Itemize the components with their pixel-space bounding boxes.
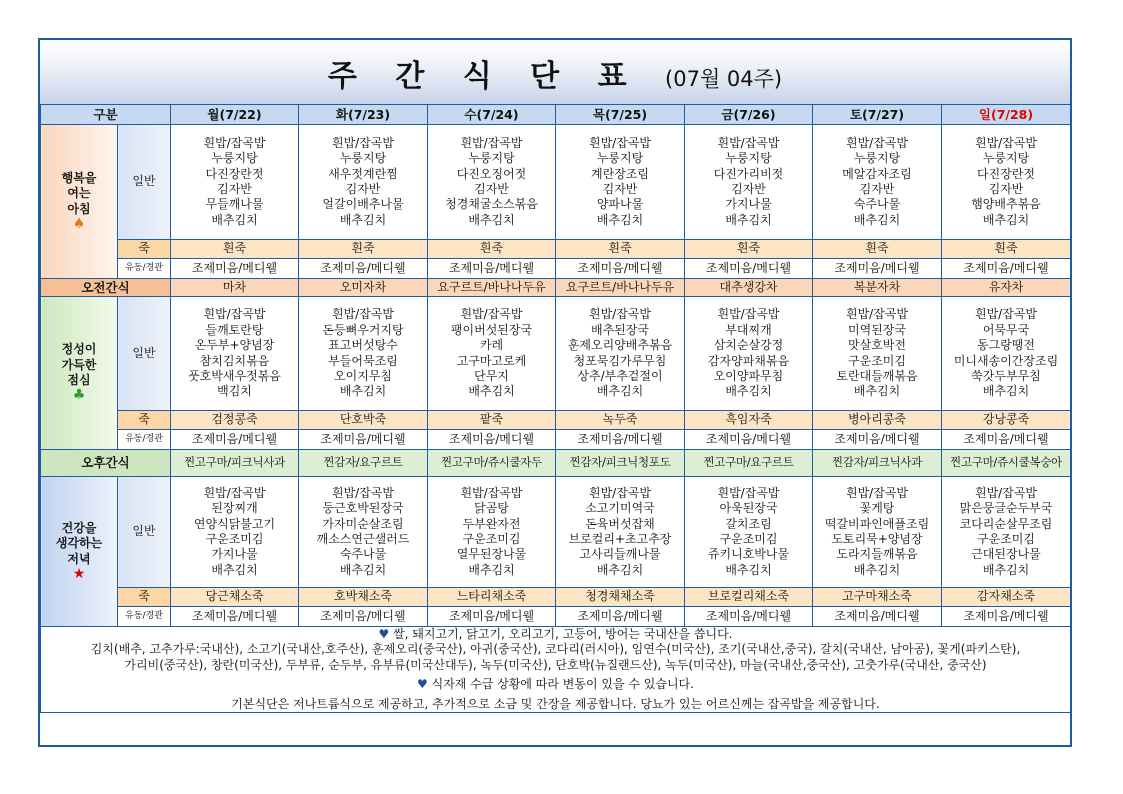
lunch-juk-tue: 단호박죽 [299, 411, 428, 430]
lunch-fri: 흰밥/잡곡밥 부대찌개 삼치순살강정 감자양파채볶음 오이양파무침 배추김치 [685, 297, 813, 411]
am-snack-sat: 복분자차 [813, 279, 942, 297]
breakfast-yudong-thu: 조제미음/메디웰 [556, 259, 685, 279]
title-week: (07월 04주) [665, 67, 783, 91]
breakfast-fri: 흰밥/잡곡밥 누룽지탕 다진가리비젓 김자반 가지나물 배추김치 [685, 125, 813, 240]
origin-note-2: 김치(배추, 고추가루:국내산), 소고기(국내산,호주산), 훈제오리(중국산), 아귀(중국산), 코다리(러시아), 임연수(미국산), 조기(국내산,중국), 갈치(국내산, 남아공), 꽃게(파키스탄), [90, 642, 1021, 657]
day-header-sun: 일(7/28) [942, 105, 1071, 125]
am-snack-thu: 요구르트/바나나두유 [556, 279, 685, 297]
breakfast-tue: 흰밥/잡곡밥 누룽지탕 새우젓계란찜 김자반 얼갈이배추나물 배추김치 [299, 125, 428, 240]
lunch-wed: 흰밥/잡곡밥 팽이버섯된장국 카레 고구마고로케 단무지 배추김치 [428, 297, 556, 411]
lunch-juk-mon: 검정콩죽 [171, 411, 299, 430]
day-header-thu: 목(7/25) [556, 105, 685, 125]
breakfast-juk-row [41, 240, 1071, 259]
dinner-yudong-label: 유동/경관 [118, 607, 171, 627]
lunch-yudong-row [41, 430, 1071, 450]
dinner-sat: 흰밥/잡곡밥 꽃게탕 떡갈비파인애플조림 도토리묵+양념장 도라지들깨볶음 배추김치 [813, 477, 942, 588]
breakfast-yudong-sun: 조제미음/메디웰 [942, 259, 1071, 279]
am-snack-mon: 마차 [171, 279, 299, 297]
pm-snack-wed: 찐고구마/쥬시쿨자두 [428, 450, 556, 477]
dinner-yudong-fri: 조제미음/메디웰 [685, 607, 813, 627]
breakfast-sun: 흰밥/잡곡밥 누룽지탕 다진장란젓 김자반 햄양배추볶음 배추김치 [942, 125, 1071, 240]
am-snack-tue: 오미자차 [299, 279, 428, 297]
am-snack-wed: 요구르트/바나나두유 [428, 279, 556, 297]
dinner-juk-tue: 호박채소죽 [299, 588, 428, 607]
dinner-yudong-wed: 조제미음/메디웰 [428, 607, 556, 627]
breakfast-juk-sun: 흰죽 [942, 240, 1071, 259]
page-title [40, 51, 1070, 95]
dinner-juk-mon: 당근채소죽 [171, 588, 299, 607]
lunch-juk-label: 죽 [118, 411, 171, 430]
am-snack-sun: 유자차 [942, 279, 1071, 297]
pm-snack-mon: 찐고구마/피크닉사과 [171, 450, 299, 477]
breakfast-mon: 흰밥/잡곡밥 누룽지탕 다진장란젓 김자반 무들깨나물 배추김치 [171, 125, 299, 240]
heart-icon: ♥ [378, 627, 390, 641]
lunch-juk-wed: 팥죽 [428, 411, 556, 430]
heart-icon: ♥ [417, 677, 428, 692]
dinner-thu: 흰밥/잡곡밥 소고기미역국 돈육버섯잡채 브로컬리+초고추장 고사리들깨나물 배추김치 [556, 477, 685, 588]
pm-snack-fri: 찐고구마/요구르트 [685, 450, 813, 477]
breakfast-thu: 흰밥/잡곡밥 누룽지탕 계란장조림 김자반 양파나물 배추김치 [556, 125, 685, 240]
lunch-juk-sat: 병아리콩죽 [813, 411, 942, 430]
lunch-label: 정성이 가득한 점심 ♣ [41, 297, 118, 450]
lunch-thu: 흰밥/잡곡밥 배추된장국 훈제오리양배추볶음 청포묵김가루무침 상추/부추겉절이 배추김치 [556, 297, 685, 411]
lunch-yudong-fri: 조제미음/메디웰 [685, 430, 813, 450]
dinner-mon: 흰밥/잡곡밥 된장찌개 연양식닭불고기 구운조미김 가지나물 배추김치 [171, 477, 299, 588]
notes-row [41, 627, 1071, 713]
lunch-juk-sun: 강낭콩죽 [942, 411, 1071, 430]
lunch-juk-row [41, 411, 1071, 430]
club-icon: ♣ [72, 387, 86, 404]
lunch-general-row [41, 297, 1071, 411]
am-snack-fri: 대추생강차 [685, 279, 813, 297]
dinner-wed: 흰밥/잡곡밥 닭곰탕 두부완자전 구운조미김 열무된장나물 배추김치 [428, 477, 556, 588]
lunch-tue: 흰밥/잡곡밥 돈등뼈우거지탕 표고버섯탕수 부들어묵조림 오이지무침 배추김치 [299, 297, 428, 411]
category-header: 구분 [41, 105, 171, 125]
lunch-yudong-sun: 조제미음/메디웰 [942, 430, 1071, 450]
breakfast-juk-tue: 흰죽 [299, 240, 428, 259]
dinner-juk-sun: 감자채소죽 [942, 588, 1071, 607]
star-icon: ★ [72, 565, 86, 582]
breakfast-juk-mon: 흰죽 [171, 240, 299, 259]
dinner-tue: 흰밥/잡곡밥 둥근호박된장국 가자미순살조림 깨소스연근샐러드 숙주나물 배추김치 [299, 477, 428, 588]
lunch-yudong-mon: 조제미음/메디웰 [171, 430, 299, 450]
lunch-yudong-wed: 조제미음/메디웰 [428, 430, 556, 450]
breakfast-general-row [41, 125, 1071, 240]
breakfast-juk-label: 죽 [118, 240, 171, 259]
lunch-juk-thu: 녹두죽 [556, 411, 685, 430]
lunch-juk-fri: 흑임자죽 [685, 411, 813, 430]
origin-note-1: ♥ 쌀, 돼지고기, 닭고기, 오리고기, 고등어, 방어는 국내산을 씁니다. [378, 627, 733, 641]
dinner-general-label: 일반 [118, 477, 171, 588]
lunch-yudong-tue: 조제미음/메디웰 [299, 430, 428, 450]
am-snack-label: 오전간식 [41, 279, 171, 297]
pm-snack-label: 오후간식 [41, 450, 171, 477]
breakfast-juk-wed: 흰죽 [428, 240, 556, 259]
dinner-fri: 흰밥/잡곡밥 아욱된장국 갈치조림 구운조미김 쥬키니호박나물 배추김치 [685, 477, 813, 588]
change-note: ♥ 식자재 수급 상황에 따라 변동이 있을 수 있습니다. [417, 677, 694, 692]
lunch-mon: 흰밥/잡곡밥 들깨토란탕 온두부+양념장 참치김치볶음 풋호박새우젓볶음 백김치 [171, 297, 299, 411]
dinner-juk-fri: 브로컬리채소죽 [685, 588, 813, 607]
lunch-general-label: 일반 [118, 297, 171, 411]
breakfast-general-label: 일반 [118, 125, 171, 240]
weekly-menu-table [40, 104, 1071, 713]
basic-diet-note: 기본식단은 저나트륨식으로 제공하고, 추가적으로 소금 및 간장을 제공합니다. 당뇨가 있는 어르신께는 잡곡밥을 제공합니다. [231, 696, 880, 711]
lunch-sat: 흰밥/잡곡밥 미역된장국 맛살호박전 구운조미김 토란대들깨볶음 배추김치 [813, 297, 942, 411]
breakfast-label: 행복을 여는 아침 ♠ [41, 125, 118, 279]
dinner-juk-row [41, 588, 1071, 607]
lunch-yudong-thu: 조제미음/메디웰 [556, 430, 685, 450]
day-header-wed: 수(7/24) [428, 105, 556, 125]
dinner-sun: 흰밥/잡곡밥 맑은뭉글순두부국 코다리순살무조림 구운조미김 근대된장나물 배추김치 [942, 477, 1071, 588]
breakfast-wed: 흰밥/잡곡밥 누룽지탕 다진오징어젓 김자반 청경채굴소스볶음 배추김치 [428, 125, 556, 240]
pm-snack-tue: 찐감자/요구르트 [299, 450, 428, 477]
dinner-yudong-sun: 조제미음/메디웰 [942, 607, 1071, 627]
am-snack-row [41, 279, 1071, 297]
day-header-tue: 화(7/23) [299, 105, 428, 125]
dinner-juk-sat: 고구마채소죽 [813, 588, 942, 607]
title-main: 주 간 식 단 표 [327, 59, 641, 94]
dinner-juk-thu: 청경채채소죽 [556, 588, 685, 607]
lunch-yudong-label: 유동/경관 [118, 430, 171, 450]
title-band [40, 40, 1070, 104]
breakfast-yudong-row [41, 259, 1071, 279]
dinner-label: 건강을 생각하는 저녁 ★ [41, 477, 118, 627]
dinner-general-row [41, 477, 1071, 588]
origin-note-3: 가리비(중국산), 창란(미국산), 두부류, 순두부, 유부류(미국산대두), 녹두(미국산), 단호박(뉴질랜드산), 녹두(미국산), 마늘(국내산,중국산), 고춧가루(국내산, 중국산) [124, 657, 987, 672]
breakfast-yudong-sat: 조제미음/메디웰 [813, 259, 942, 279]
header-row [41, 105, 1071, 125]
dinner-yudong-row [41, 607, 1071, 627]
breakfast-sat: 흰밥/잡곡밥 누룽지탕 메알감자조림 김자반 숙주나물 배추김치 [813, 125, 942, 240]
dinner-yudong-tue: 조제미음/메디웰 [299, 607, 428, 627]
breakfast-juk-fri: 흰죽 [685, 240, 813, 259]
menu-sheet [38, 38, 1072, 747]
breakfast-juk-thu: 흰죽 [556, 240, 685, 259]
lunch-yudong-sat: 조제미음/메디웰 [813, 430, 942, 450]
dinner-yudong-thu: 조제미음/메디웰 [556, 607, 685, 627]
lunch-sun: 흰밥/잡곡밥 어묵무국 동그랑땡전 미니새송이간장조림 쑥갓두부무침 배추김치 [942, 297, 1071, 411]
day-header-fri: 금(7/26) [685, 105, 813, 125]
breakfast-yudong-tue: 조제미음/메디웰 [299, 259, 428, 279]
spade-icon: ♠ [72, 215, 86, 232]
pm-snack-thu: 찐감자/피크닉청포도 [556, 450, 685, 477]
day-header-mon: 월(7/22) [171, 105, 299, 125]
day-header-sat: 토(7/27) [813, 105, 942, 125]
dinner-yudong-sat: 조제미음/메디웰 [813, 607, 942, 627]
notes-cell [41, 627, 1071, 713]
breakfast-juk-sat: 흰죽 [813, 240, 942, 259]
breakfast-yudong-fri: 조제미음/메디웰 [685, 259, 813, 279]
dinner-juk-label: 죽 [118, 588, 171, 607]
pm-snack-sun: 찐고구마/쥬시쿨복숭아 [942, 450, 1071, 477]
pm-snack-row [41, 450, 1071, 477]
breakfast-yudong-label: 유동/경관 [118, 259, 171, 279]
dinner-yudong-mon: 조제미음/메디웰 [171, 607, 299, 627]
breakfast-yudong-wed: 조제미음/메디웰 [428, 259, 556, 279]
dinner-juk-wed: 느타리채소죽 [428, 588, 556, 607]
pm-snack-sat: 찐감자/피크닉사과 [813, 450, 942, 477]
breakfast-yudong-mon: 조제미음/메디웰 [171, 259, 299, 279]
